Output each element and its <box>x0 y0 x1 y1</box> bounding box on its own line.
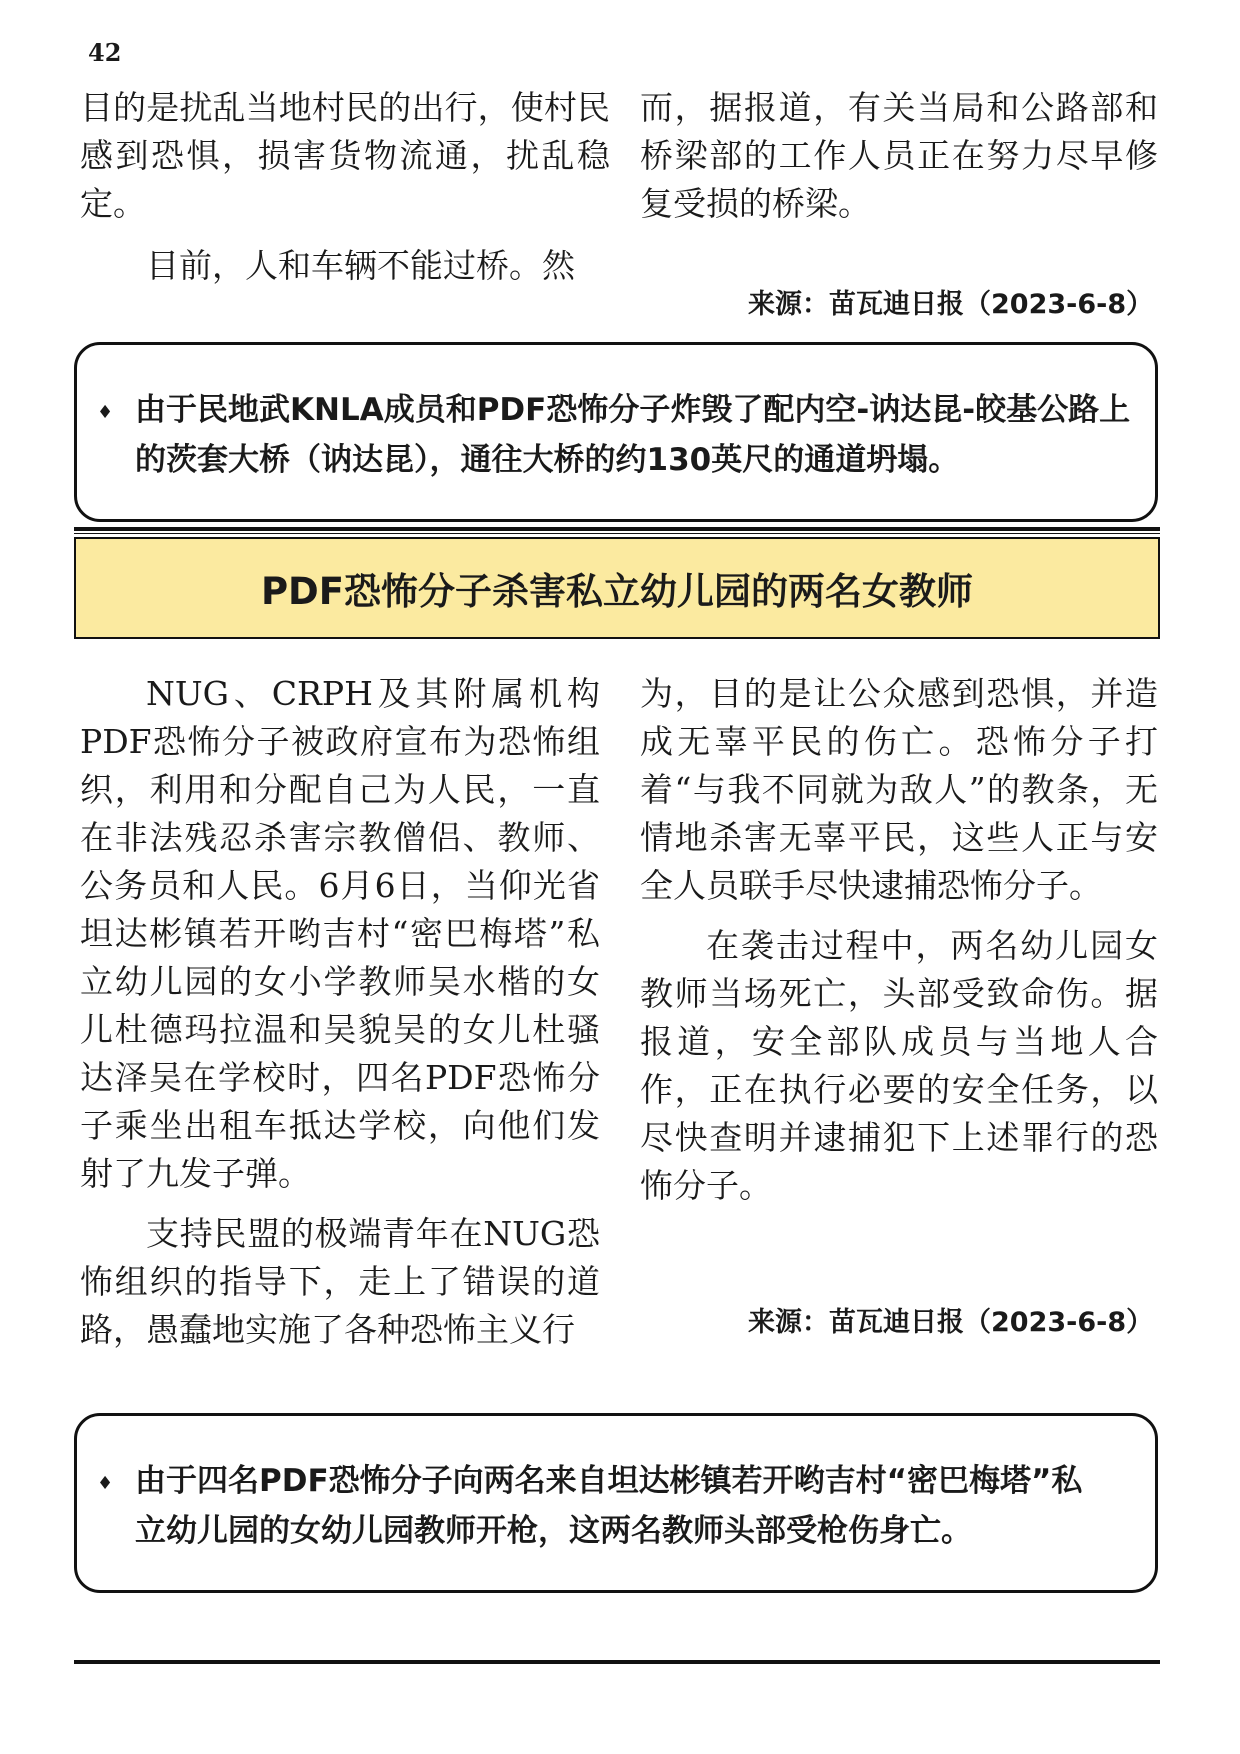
summary-box-1-text <box>135 385 1130 485</box>
article1-source: 来源：苗瓦迪日报（2023-6-8） <box>748 289 1154 320</box>
article2-left-paragraph-1: NUG、CRPH及其附属机构PDF恐怖分子被政府宣布为恐怖组织，利用和分配自己为人民，一直在非法残忍杀害宗教僧侣、教师、公务员和人民。6月6日，当仰光省坦达彬镇若开哟吉村“密巴梅塔”私立幼儿园的女小学教师吴水楷的女儿杜德玛拉温和吴貌吴的女儿杜骚达泽吴在学校时，四名PDF恐怖分子乘坐出租车抵达学校，向他们发射了九发子弹。 <box>80 674 600 1193</box>
article1-right-paragraph-1: 而，据报道，有关当局和公路部和桥梁部的工作人员正在努力尽早修复受损的桥梁。 <box>640 88 1158 223</box>
article1-left-paragraph-1: 目的是扰乱当地村民的出行，使村民感到恐惧，损害货物流通，扰乱稳定。 <box>80 88 610 223</box>
article1-left-paragraph-2: 目前，人和车辆不能过桥。然 <box>146 246 575 285</box>
article2-right-paragraph-2: 在袭击过程中，两名幼儿园女教师当场死亡，头部受致命伤。据报道，安全部队成员与当地人合作，正在执行必要的安全任务，以尽快查明并逮捕犯下上述罪行的恐怖分子。 <box>640 926 1158 1205</box>
article2-left-paragraph-2: 支持民盟的极端青年在NUG恐怖组织的指导下，走上了错误的道路，愚蠢地实施了各种恐怖主义行 <box>80 1214 600 1349</box>
summary-box-1 <box>74 342 1158 522</box>
article2-headline: PDF恐怖分子杀害私立幼儿园的两名女教师 <box>260 570 974 613</box>
summary-box-2-row <box>97 1456 1131 1556</box>
footer-rule <box>74 1660 1160 1664</box>
diamond-bullet-icon: ♦ <box>97 402 114 423</box>
article2-left-column <box>80 670 600 1354</box>
article1-left-column <box>80 84 610 290</box>
article2-source: 来源：苗瓦迪日报（2023-6-8） <box>748 1307 1154 1338</box>
section-divider-thin <box>74 533 1160 534</box>
summary-box-2-text <box>135 1456 1082 1556</box>
article2-right-paragraph-1: 为，目的是让公众感到恐惧，并造成无辜平民的伤亡。恐怖分子打着“与我不同就为敌人”的教条，无情地杀害无辜平民，这些人正与安全人员联手尽快逮捕恐怖分子。 <box>640 674 1158 905</box>
article1-right-column <box>640 84 1158 228</box>
summary-box-1-line-1: 由于民地武KNLA成员和PDF恐怖分子炸毁了配内空-讷达昆-皎基公路上 <box>135 392 1131 428</box>
diamond-bullet-icon: ♦ <box>97 1473 114 1494</box>
summary-box-2-line-1: 由于四名PDF恐怖分子向两名来自坦达彬镇若开哟吉村“密巴梅塔”私 <box>135 1463 1083 1499</box>
page-number: 42 <box>88 38 122 67</box>
summary-box-1-row <box>97 385 1131 485</box>
section-divider-thick <box>74 527 1160 531</box>
article2-headline-banner <box>74 537 1160 639</box>
article2-right-column <box>640 670 1158 1210</box>
summary-box-2-line-2: 立幼儿园的女幼儿园教师开枪，这两名教师头部受枪伤身亡。 <box>135 1513 972 1549</box>
summary-box-2 <box>74 1413 1158 1593</box>
summary-box-1-line-2: 的茨套大桥（讷达昆），通往大桥的约130英尺的通道坍塌。 <box>135 442 960 478</box>
